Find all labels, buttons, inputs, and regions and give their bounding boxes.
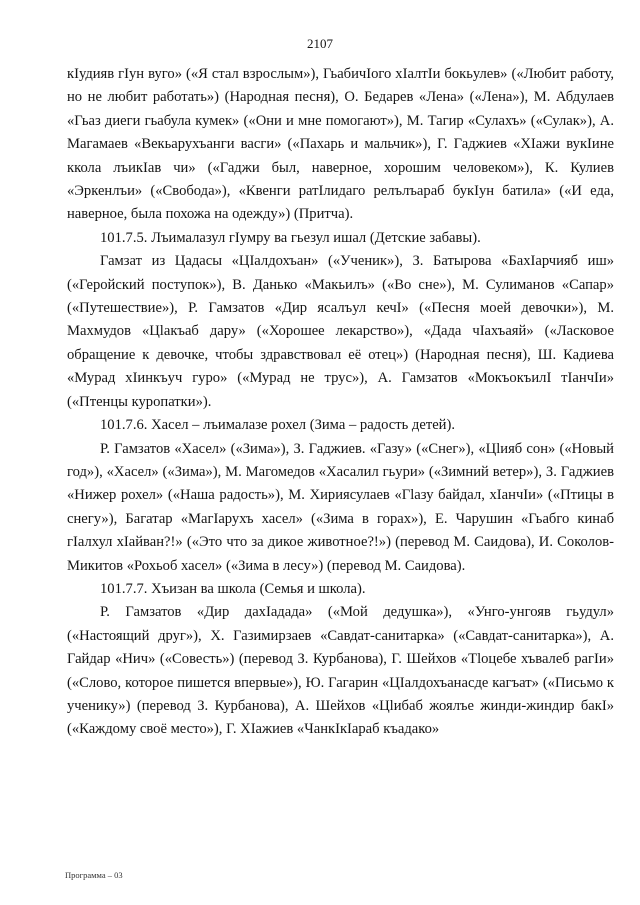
- paragraph: кIудияв гIун вуго» («Я стал взрослым»), ГьабичIого хIалтIи бокьулев» («Любит работу, но не любит работать») (Народная песня), О. Бедарев «Лена» («Лена»), М. Абдулаев «Гьаз диеги гьабула кумек» («Они и мне помогают»), М. Тагир «Сулахъ» («Сулак»), А. Магамаев «Векьарухъанги васги» («Пахарь и мальчик»), Г. Гаджиев «ХIажи вукIине ккола лъикIав чи» («Гаджи был, наверное, хорошим человеком»), К. Кулиев «Эркенлъи» («Свобода»), «Квенги ратIлидаго релълъараб букIун батила» («И еда, наверное, была похожа на одежду») (Притча).: [67, 66, 614, 223]
- paragraph: Р. Гамзатов «Хасел» («Зима»), З. Гаджиев. «Газу» («Снег»), «Цlияб сон» («Новый год»), «Хасел» («Зима»), М. Магомедов «Хасалил гьури» («Зимний ветер»), З. Гаджиев «Нижер рохел» («Наша радость»), М. Хириясулаев «Гlазу байдал, хIанчIи» («Птицы в снегу»), Багатар «МагIарухъ хасел» («Зима в горах»), Е. Чарушин «Гьабго кинаб гIалхул хIайван?!» («Это что за дикое животное?!») (перевод М. Саидова), И. Соколов-Микитов «Рохьоб хасел» («Зима в лесу») (перевод М. Саидова).: [67, 440, 614, 574]
- section-heading: 101.7.6. Хасел – лъималазе рохел (Зима – радость детей).: [100, 417, 455, 434]
- page-number: 2107: [307, 36, 333, 51]
- page-footer: Программа – 03: [65, 870, 123, 880]
- section-heading: 101.7.5. Лъималазул гIумру ва гьезул ишал (Детские забавы).: [100, 229, 481, 246]
- paragraph: Гамзат из Цадасы «ЦIалдохъан» («Ученик»), З. Батырова «БахIарчияб иш» («Геройский поступок»), В. Данько «Макьилъ» («Во сне»), М. Сулиманов «Сапар» («Путешествие»), Р. Гамзатов «Дир ясалъул кечI» («Песня моей девочки»), М. Махмудов «Цlакъаб дару» («Хорошее лекарство»), «Дада чIахъаяй» («Ласковое обращение к девочке, чтобы здравствовал её отец») (Народная песня), Ш. Кадиева «Мурад хIинкъуч гуро» («Мурад не трус»), А. Гамзатов «МокъокъилI тIанчIи» («Птенцы куропатки»).: [67, 253, 614, 410]
- paragraph: Р. Гамзатов «Дир дахIадада» («Мой дедушка»), «Унго-унгояв гьудул» («Настоящий друг»), Х. Газимирзаев «Савдат-санитарка» («Савдат-санитарка»), А. Гайдар «Нич» («Совесть») (перевод З. Курбанова), Г. Шейхов «Тlоцебе хъвалеб рагIи» («Слово, которое пишется впервые»), Ю. Гагарин «ЦIалдохъанасде кагъат» («Письмо к ученику») (перевод З. Курбанова), А. Шейхов «Цlибаб жоялъе жинди-жиндир бакI» («Каждому своё место»), Г. ХIажиев «ЧанкIкIараб къадако»: [67, 604, 614, 738]
- section-heading: 101.7.7. Хъизан ва школа (Семья и школа).: [100, 580, 366, 597]
- document-body: [67, 63, 614, 742]
